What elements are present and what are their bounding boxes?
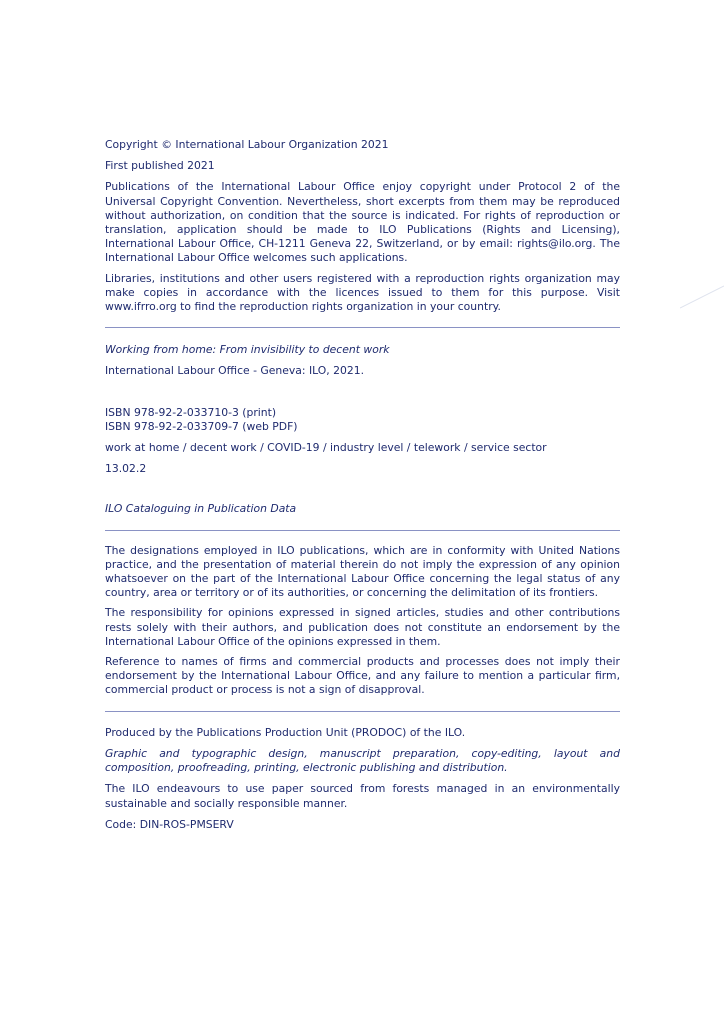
divider bbox=[105, 327, 620, 328]
cataloguing-label: ILO Cataloguing in Publication Data bbox=[105, 502, 297, 516]
services-list: Graphic and typographic design, manuscript preparation, copy-editing, layout and composition, proofreading, printing, electronic publishing and distribution. bbox=[105, 746, 620, 775]
responsibility-paragraph: The responsibility for opinions expressed in signed articles, studies and other contributions rests solely with their authors, and publication does not constitute an endorsement by the International Labour Office of the opinions expressed in them. bbox=[105, 606, 620, 648]
divider bbox=[105, 711, 620, 712]
produced-by: Produced by the Publications Production Unit (PRODOC) of the ILO. bbox=[105, 725, 466, 739]
keywords: work at home / decent work / COVID-19 / industry level / telework / service sector bbox=[105, 441, 547, 455]
reference-paragraph: Reference to names of firms and commercial products and processes does not imply their endorsement by the International Labour Office, and any failure to mention a particular firm, commercial product or process is not a sign of disapproval. bbox=[105, 655, 620, 697]
catalogue-title: Working from home: From invisibility to decent work bbox=[105, 343, 390, 357]
copyright-line: Copyright © International Labour Organization 2021 bbox=[105, 138, 389, 151]
first-published: First published 2021 bbox=[105, 159, 215, 173]
classification-code: 13.02.2 bbox=[105, 462, 147, 476]
divider bbox=[105, 530, 620, 531]
isbn-web: ISBN 978-92-2-033709-7 (web PDF) bbox=[105, 419, 298, 433]
rights-paragraph: Publications of the International Labour Office enjoy copyright under Protocol 2 of the Universal Copyright Convention. Nevertheless, short excerpts from them may be reproduced without authorization, on condition that the source is indicated. For rights of reproduction or translation, application should be made to ILO Publications (Rights and Licensing), International Labour Office, CH-1211 Geneva 22, Switzerland, or by email: rights@ilo.org. The International Labour Office welcomes such applications. bbox=[105, 180, 620, 265]
catalogue-publisher: International Labour Office - Geneva: ILO, 2021. bbox=[105, 364, 365, 378]
product-code: Code: DIN-ROS-PMSERV bbox=[105, 817, 234, 831]
copyright-page bbox=[105, 138, 620, 832]
designations-paragraph: The designations employed in ILO publications, which are in conformity with United Nations practice, and the presentation of material therein do not imply the expression of any opinion whatsoever on the part of the International Labour Office concerning the legal status of any country, area or territory or of its authorities, or concerning the delimitation of its frontiers. bbox=[105, 543, 620, 600]
decorative-line bbox=[680, 280, 724, 320]
paper-note: The ILO endeavours to use paper sourced from forests managed in an environmentally sustainable and socially responsible manner. bbox=[105, 782, 620, 810]
isbn-print: ISBN 978-92-2-033710-3 (print) bbox=[105, 405, 277, 419]
libraries-paragraph: Libraries, institutions and other users registered with a reproduction rights organization may make copies in accordance with the licences issued to them for this purpose. Visit www.ifrro.org to find the reproduction rights organization in your country. bbox=[105, 271, 620, 314]
